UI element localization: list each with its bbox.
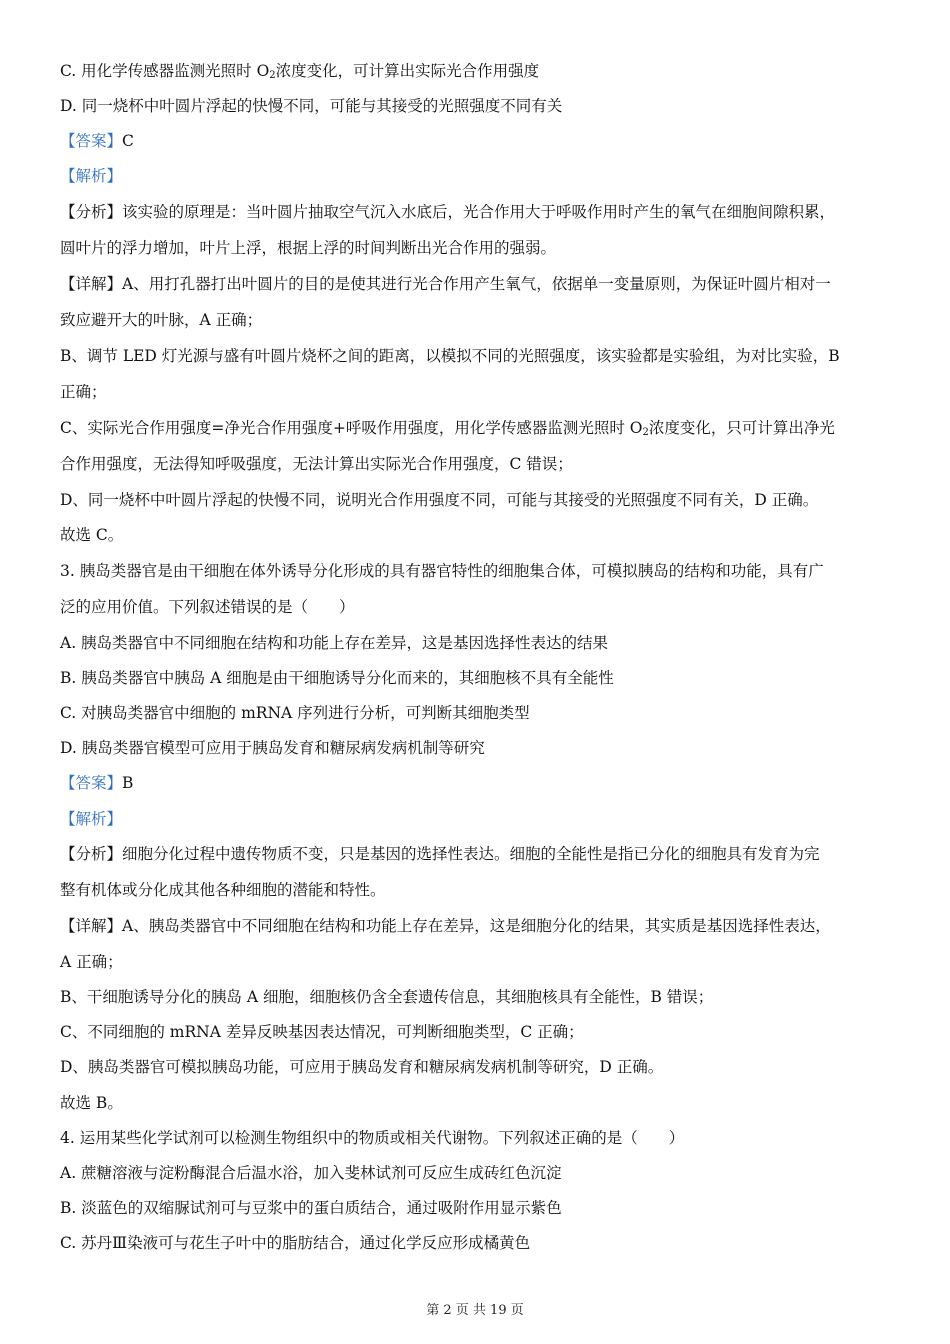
q4-option-c: C. 苏丹Ⅲ染液可与花生子叶中的脂肪结合，通过化学反应形成橘黄色: [60, 1234, 531, 1252]
q2-xiangjie-a-2: 致应避开大的叶脉，A 正确；: [60, 311, 263, 329]
q3-option-c: C. 对胰岛类器官中细胞的 mRNA 序列进行分析，可判断其细胞类型: [60, 704, 530, 722]
q3-stem-line-2: 泛的应用价值。下列叙述错误的是（ ）: [60, 598, 355, 616]
q3-option-a: A. 胰岛类器官中不同细胞在结构和功能上存在差异，这是基因选择性表达的结果: [60, 634, 609, 652]
answer-tag: 【答案】: [60, 774, 123, 792]
q2-xiangjie-d: D、同一烧杯中叶圆片浮起的快慢不同，说明光合作用强度不同，可能与其接受的光照强度不同有关，D 正确。: [60, 491, 819, 509]
q2-xiangjie-a-1: 【详解】A、用打孔器打出叶圆片的目的是使其进行光合作用产生氧气，依据单一变量原则，为保证叶圆片相对一: [60, 275, 831, 293]
answer-tag: 【答案】: [60, 132, 123, 150]
q3-option-d: D. 胰岛类器官模型可应用于胰岛发育和糖尿病发病机制等研究: [60, 739, 485, 757]
q2-answer: 【答案】C: [60, 132, 134, 150]
q3-answer: 【答案】B: [60, 774, 134, 792]
q2-analysis-tag: 【解析】: [60, 167, 123, 185]
q3-xiangjie-a-1: 【详解】A、胰岛类器官中不同细胞在结构和功能上存在差异，这是细胞分化的结果，其实质是基因选择性表达，: [60, 917, 831, 935]
q3-conclusion: 故选 B。: [60, 1094, 123, 1112]
q3-stem-line-1: 3. 胰岛类器官是由干细胞在体外诱导分化形成的具有器官特性的细胞集合体，可模拟胰岛的结构和功能，具有广: [60, 562, 824, 580]
q3-option-b: B. 胰岛类器官中胰岛 A 细胞是由干细胞诱导分化而来的，其细胞核不具有全能性: [60, 669, 614, 687]
q2-conclusion: 故选 C。: [60, 526, 124, 544]
q2-xiangjie-c-2: 合作用强度，无法得知呼吸强度，无法计算出实际光合作用强度，C 错误；: [60, 455, 573, 473]
q3-analysis-tag: 【解析】: [60, 810, 123, 828]
q4-option-b: B. 淡蓝色的双缩脲试剂可与豆浆中的蛋白质结合，通过吸附作用显示紫色: [60, 1199, 562, 1217]
q2-xiangjie-b-1: B、调节 LED 灯光源与盛有叶圆片烧杯之间的距离，以模拟不同的光照强度，该实验都是实验组，为对比实验，B: [60, 347, 840, 365]
q4-stem: 4. 运用某些化学试剂可以检测生物组织中的物质或相关代谢物。下列叙述正确的是（ ）: [60, 1129, 685, 1147]
q3-xiangjie-c: C、不同细胞的 mRNA 差异反映基因表达情况，可判断细胞类型，C 正确；: [60, 1023, 584, 1041]
q2-xiangjie-b-2: 正确；: [60, 383, 107, 401]
q3-fenxi-line-1: 【分析】细胞分化过程中遗传物质不变，只是基因的选择性表达。细胞的全能性是指已分化的细胞具有发育为完: [60, 845, 820, 863]
q2-fenxi-line-1: 【分析】该实验的原理是：当叶圆片抽取空气沉入水底后，光合作用大于呼吸作用时产生的氧气在细胞间隙积累，: [60, 203, 836, 221]
q3-fenxi-line-2: 整有机体或分化成其他各种细胞的潜能和特性。: [60, 881, 386, 899]
q3-xiangjie-b: B、干细胞诱导分化的胰岛 A 细胞，细胞核仍含全套遗传信息，其细胞核具有全能性，B 错误；: [60, 988, 714, 1006]
q3-xiangjie-a-2: A 正确；: [60, 953, 123, 971]
q2-xiangjie-c-1: C、实际光合作用强度=净光合作用强度+呼吸作用强度，用化学传感器监测光照时 $O_2$浓度变化，只可计算出净光: [60, 419, 835, 438]
q2-option-c: C. 用化学传感器监测光照时 $O_2$浓度变化，可计算出实际光合作用强度: [60, 62, 540, 81]
q2-option-d: D. 同一烧杯中叶圆片浮起的快慢不同，可能与其接受的光照强度不同有关: [60, 97, 563, 115]
q4-option-a: A. 蔗糖溶液与淀粉酶混合后温水浴，加入斐林试剂可反应生成砖红色沉淀: [60, 1164, 562, 1182]
q3-xiangjie-d: D、胰岛类器官可模拟胰岛功能，可应用于胰岛发育和糖尿病发病机制等研究，D 正确。: [60, 1058, 664, 1076]
page-footer: 第 2 页 共 19 页: [426, 1303, 524, 1318]
q2-fenxi-line-2: 圆叶片的浮力增加，叶片上浮，根据上浮的时间判断出光合作用的强弱。: [60, 239, 557, 257]
